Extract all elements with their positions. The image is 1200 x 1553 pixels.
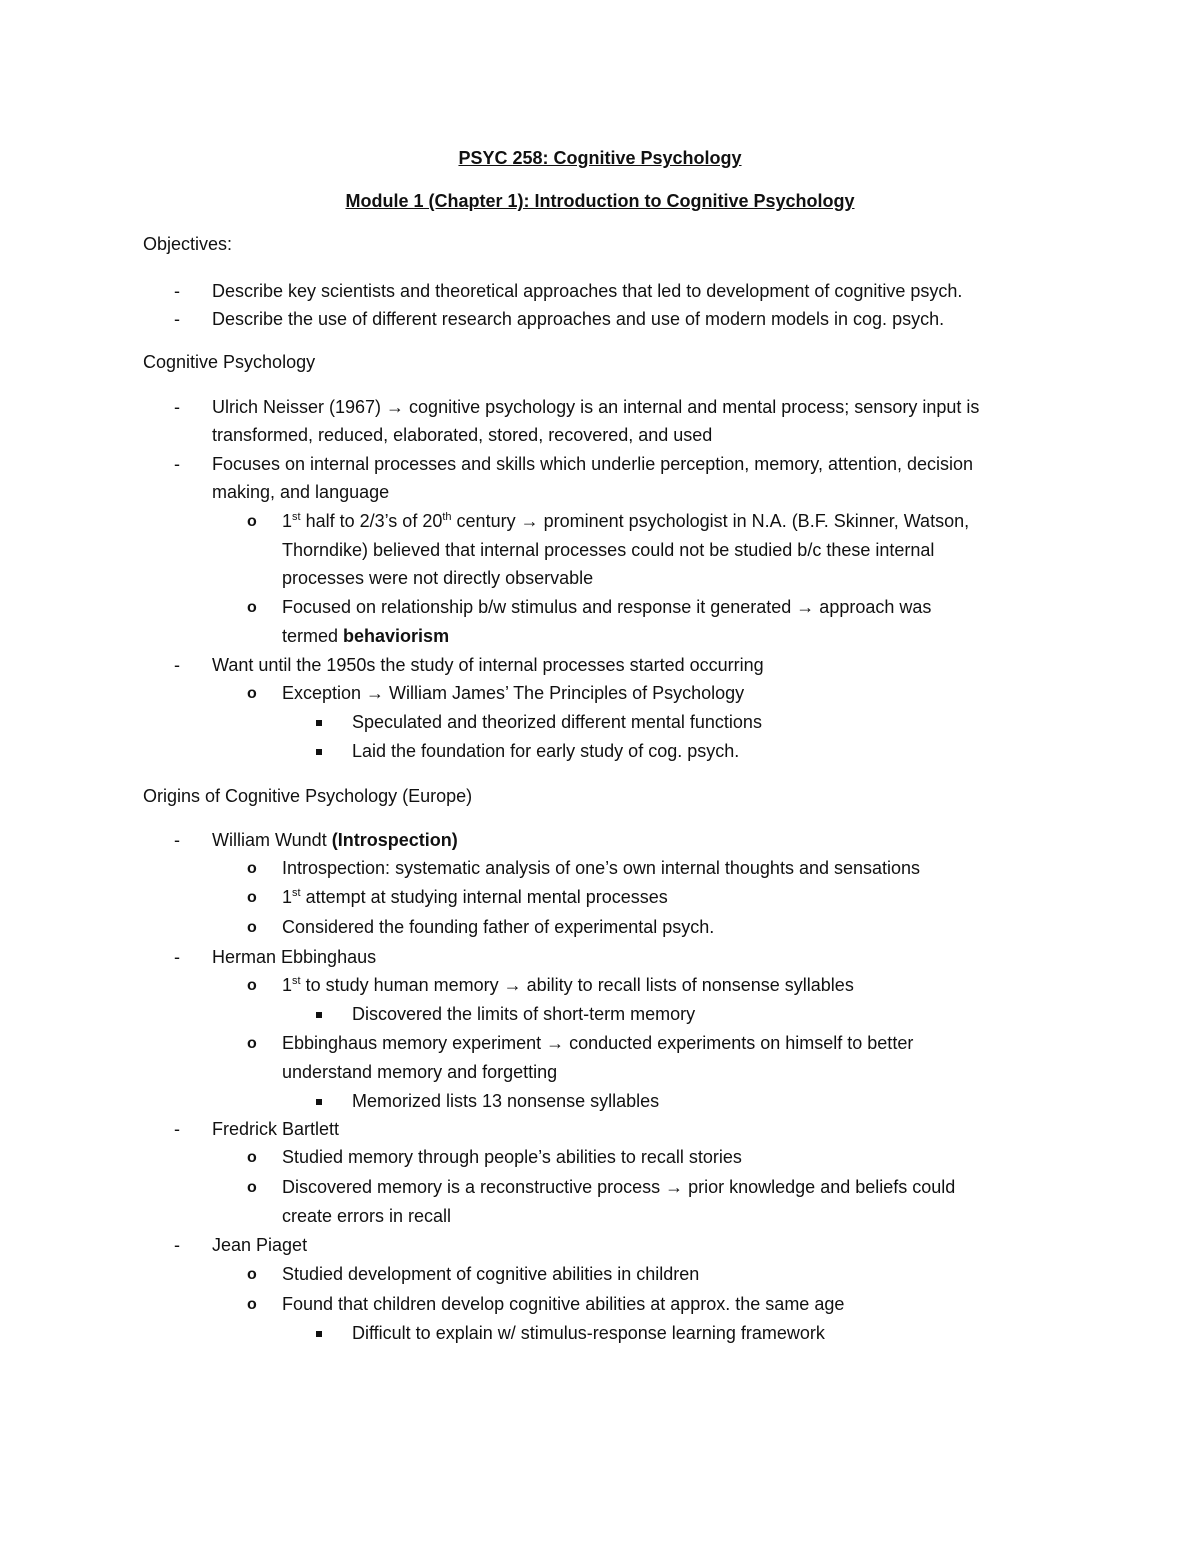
circle-bullet: o <box>247 1179 257 1196</box>
list-item-text: Ebbinghaus memory experiment → conducted experiments on himself to better <box>282 1033 914 1053</box>
section-heading-origins: Origins of Cognitive Psychology (Europe) <box>143 786 473 806</box>
list-item-text: Want until the 1950s the study of internal processes started occurring <box>212 655 764 675</box>
list-item-text: Laid the foundation for early study of cog. psych. <box>352 741 740 761</box>
list-item-text: Jean Piaget <box>212 1235 308 1255</box>
dash-bullet: - <box>174 655 180 675</box>
section-heading-cognitive-psychology: Cognitive Psychology <box>143 352 316 372</box>
circle-bullet: o <box>247 599 257 616</box>
circle-bullet: o <box>247 919 257 936</box>
list-item-text: transformed, reduced, elaborated, stored, recovered, and used <box>212 425 713 445</box>
dash-bullet: - <box>174 1119 180 1139</box>
list-item-text: Discovered memory is a reconstructive process → prior knowledge and beliefs could <box>282 1177 956 1197</box>
list-item-text: Introspection: systematic analysis of one’s own internal thoughts and sensations <box>282 858 921 878</box>
circle-bullet: o <box>247 860 257 877</box>
circle-bullet: o <box>247 977 257 994</box>
dash-bullet: - <box>174 1235 180 1255</box>
list-item-text: Found that children develop cognitive abilities at approx. the same age <box>282 1294 845 1314</box>
dash-bullet: - <box>174 281 180 301</box>
list-item-text: 1st attempt at studying internal mental processes <box>282 887 668 907</box>
list-item-text: Discovered the limits of short-term memory <box>352 1004 696 1024</box>
objective-item: Describe key scientists and theoretical approaches that led to development of cognitive psych. <box>212 281 963 301</box>
circle-bullet: o <box>247 685 257 702</box>
list-item-text: 1st to study human memory → ability to recall lists of nonsense syllables <box>282 975 854 995</box>
list-item-text: processes were not directly observable <box>282 568 594 588</box>
list-item-text: Focuses on internal processes and skills which underlie perception, memory, attention, decision <box>212 454 974 474</box>
circle-bullet: o <box>247 1266 257 1283</box>
list-item-text: understand memory and forgetting <box>282 1062 558 1082</box>
list-item-text: termed behaviorism <box>282 626 450 646</box>
square-bullet <box>316 740 322 762</box>
dash-bullet: - <box>174 309 180 329</box>
circle-bullet: o <box>247 1296 257 1313</box>
dash-bullet: - <box>174 947 180 967</box>
circle-bullet: o <box>247 513 257 530</box>
list-item-text: Memorized lists 13 nonsense syllables <box>352 1091 660 1111</box>
document-title: PSYC 258: Cognitive Psychology <box>458 148 742 168</box>
dash-bullet: - <box>174 830 180 850</box>
square-bullet <box>316 1090 322 1112</box>
list-item-text: Exception → William James’ The Principles of Psychology <box>282 683 745 703</box>
list-item-text: Thorndike) believed that internal processes could not be studied b/c these internal <box>282 540 935 560</box>
square-bullet <box>316 711 322 733</box>
list-item-text: Herman Ebbinghaus <box>212 947 377 967</box>
list-item-text: Studied development of cognitive abilities in children <box>282 1264 700 1284</box>
list-item-text: Studied memory through people’s abilities to recall stories <box>282 1147 742 1167</box>
list-item-text: Fredrick Bartlett <box>212 1119 340 1139</box>
list-item-text: Focused on relationship b/w stimulus and response it generated → approach was <box>282 597 932 617</box>
bold-term-introspection: (Introspection) <box>331 830 458 850</box>
circle-bullet: o <box>247 1149 257 1166</box>
list-item-text: Speculated and theorized different mental functions <box>352 712 762 732</box>
objectives-heading: Objectives: <box>143 234 233 254</box>
circle-bullet: o <box>247 1035 257 1052</box>
square-bullet <box>316 1322 322 1344</box>
list-item-text: making, and language <box>212 482 390 502</box>
circle-bullet: o <box>247 889 257 906</box>
list-item-text: William Wundt (Introspection) <box>212 830 458 850</box>
list-item-text: Considered the founding father of experimental psych. <box>282 917 715 937</box>
list-item-text: Ulrich Neisser (1967) → cognitive psychology is an internal and mental process; sensory input is <box>212 397 980 417</box>
bold-term-behaviorism: behaviorism <box>343 626 450 646</box>
list-item-text: 1st half to 2/3’s of 20th century → prominent psychologist in N.A. (B.F. Skinner, Watson, <box>282 511 970 531</box>
square-bullet <box>316 1003 322 1025</box>
list-item-text: Difficult to explain w/ stimulus-response learning framework <box>352 1323 825 1343</box>
objective-item: Describe the use of different research approaches and use of modern models in cog. psych. <box>212 309 945 329</box>
dash-bullet: - <box>174 454 180 474</box>
list-item-text: create errors in recall <box>282 1206 452 1226</box>
document-subtitle: Module 1 (Chapter 1): Introduction to Cognitive Psychology <box>345 191 855 211</box>
dash-bullet: - <box>174 397 180 417</box>
